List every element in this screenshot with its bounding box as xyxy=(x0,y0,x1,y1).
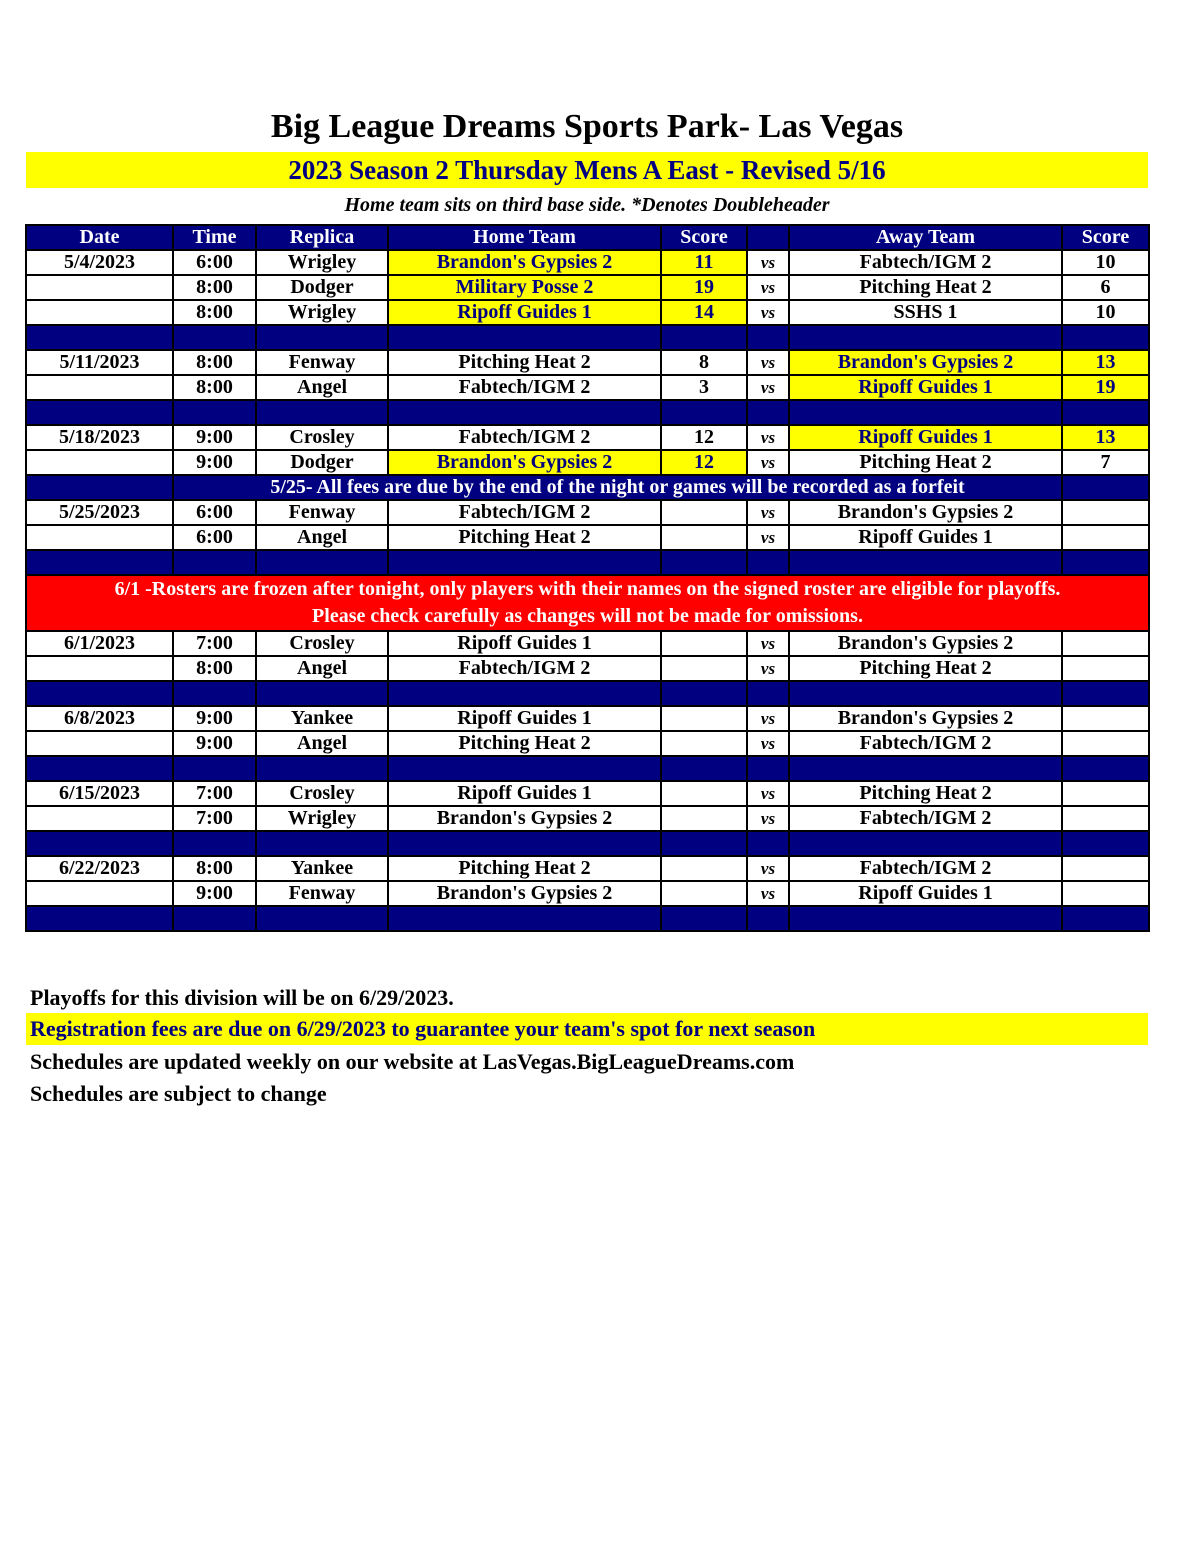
separator-cell xyxy=(256,550,388,575)
replica-cell: Fenway xyxy=(256,881,388,906)
away-score-cell xyxy=(1062,881,1149,906)
home-team-cell: Brandon's Gypsies 2 xyxy=(388,450,661,475)
separator-cell xyxy=(789,681,1062,706)
replica-cell: Dodger xyxy=(256,450,388,475)
home-score-cell: 12 xyxy=(661,425,747,450)
game-row xyxy=(26,275,1149,300)
time-cell: 7:00 xyxy=(173,781,256,806)
home-team-cell: Pitching Heat 2 xyxy=(388,525,661,550)
separator-cell xyxy=(789,831,1062,856)
date-cell: 5/4/2023 xyxy=(26,250,173,275)
separator-cell xyxy=(173,400,256,425)
away-team-cell: Pitching Heat 2 xyxy=(789,450,1062,475)
vs-label: vs xyxy=(747,250,789,275)
home-score-cell xyxy=(661,631,747,656)
separator-cell xyxy=(388,325,661,350)
replica-cell: Angel xyxy=(256,656,388,681)
separator-cell xyxy=(388,831,661,856)
separator-row xyxy=(26,831,1149,856)
away-team-cell: Pitching Heat 2 xyxy=(789,275,1062,300)
date-cell: 6/1/2023 xyxy=(26,631,173,656)
replica-cell: Angel xyxy=(256,731,388,756)
away-team-cell: Ripoff Guides 1 xyxy=(789,881,1062,906)
header-date: Date xyxy=(26,225,173,250)
website-note: Schedules are updated weekly on our website at LasVegas.BigLeagueDreams.com xyxy=(30,1049,795,1074)
date-cell xyxy=(26,300,173,325)
separator-cell xyxy=(1062,831,1149,856)
replica-cell: Dodger xyxy=(256,275,388,300)
separator-cell xyxy=(388,756,661,781)
vs-label: vs xyxy=(747,731,789,756)
away-team-cell: SSHS 1 xyxy=(789,300,1062,325)
date-cell: 6/22/2023 xyxy=(26,856,173,881)
game-row xyxy=(26,806,1149,831)
separator-cell xyxy=(26,831,173,856)
notice-row xyxy=(26,475,1149,500)
home-score-cell: 19 xyxy=(661,275,747,300)
game-row xyxy=(26,781,1149,806)
replica-cell: Fenway xyxy=(256,350,388,375)
date-cell: 5/18/2023 xyxy=(26,425,173,450)
time-cell: 8:00 xyxy=(173,350,256,375)
vs-label: vs xyxy=(747,631,789,656)
game-row xyxy=(26,856,1149,881)
separator-cell xyxy=(747,681,789,706)
separator-cell xyxy=(1062,550,1149,575)
vs-label: vs xyxy=(747,500,789,525)
separator-cell xyxy=(173,756,256,781)
home-team-cell: Ripoff Guides 1 xyxy=(388,300,661,325)
separator-cell xyxy=(789,550,1062,575)
home-team-cell: Pitching Heat 2 xyxy=(388,731,661,756)
date-cell: 5/11/2023 xyxy=(26,350,173,375)
page-title: Big League Dreams Sports Park- Las Vegas xyxy=(270,108,904,145)
time-cell: 8:00 xyxy=(173,656,256,681)
game-row xyxy=(26,631,1149,656)
separator-cell xyxy=(173,550,256,575)
separator-cell xyxy=(789,400,1062,425)
replica-cell: Wrigley xyxy=(256,300,388,325)
away-team-cell: Fabtech/IGM 2 xyxy=(789,806,1062,831)
vs-label: vs xyxy=(747,425,789,450)
away-score-cell xyxy=(1062,631,1149,656)
game-row xyxy=(26,706,1149,731)
game-row xyxy=(26,300,1149,325)
game-row xyxy=(26,350,1149,375)
separator-row xyxy=(26,681,1149,706)
time-cell: 9:00 xyxy=(173,731,256,756)
separator-cell xyxy=(26,681,173,706)
home-score-cell: 3 xyxy=(661,375,747,400)
separator-row xyxy=(26,906,1149,931)
replica-cell: Fenway xyxy=(256,500,388,525)
header-time: Time xyxy=(173,225,256,250)
time-cell: 6:00 xyxy=(173,250,256,275)
away-team-cell: Brandon's Gypsies 2 xyxy=(789,706,1062,731)
game-row xyxy=(26,881,1149,906)
date-cell xyxy=(26,656,173,681)
away-team-cell: Brandon's Gypsies 2 xyxy=(789,631,1062,656)
alert-line: 6/1 -Rosters are frozen after tonight, only players with their names on the signed roster are eligible for playoffs. xyxy=(114,578,1061,600)
away-score-cell: 13 xyxy=(1062,350,1149,375)
separator-cell xyxy=(789,906,1062,931)
separator-cell xyxy=(661,906,747,931)
header-away-score: Score xyxy=(1062,225,1149,250)
separator-cell xyxy=(789,325,1062,350)
date-cell xyxy=(26,525,173,550)
vs-label: vs xyxy=(747,806,789,831)
away-score-cell xyxy=(1062,525,1149,550)
separator-cell xyxy=(388,681,661,706)
separator-row xyxy=(26,325,1149,350)
vs-label: vs xyxy=(747,881,789,906)
separator-cell xyxy=(256,906,388,931)
separator-row xyxy=(26,400,1149,425)
replica-cell: Yankee xyxy=(256,856,388,881)
away-score-cell: 7 xyxy=(1062,450,1149,475)
header-home-score: Score xyxy=(661,225,747,250)
home-score-cell xyxy=(661,881,747,906)
away-team-cell: Brandon's Gypsies 2 xyxy=(789,350,1062,375)
separator-cell xyxy=(256,756,388,781)
replica-cell: Angel xyxy=(256,525,388,550)
home-score-cell xyxy=(661,656,747,681)
home-score-cell: 14 xyxy=(661,300,747,325)
separator-cell xyxy=(661,681,747,706)
schedule-table xyxy=(25,224,1150,932)
game-row xyxy=(26,656,1149,681)
away-score-cell: 10 xyxy=(1062,250,1149,275)
away-team-cell: Fabtech/IGM 2 xyxy=(789,731,1062,756)
home-team-note: Home team sits on third base side. *Denotes Doubleheader xyxy=(344,194,830,216)
replica-cell: Angel xyxy=(256,375,388,400)
date-cell xyxy=(26,881,173,906)
vs-label: vs xyxy=(747,525,789,550)
separator-cell xyxy=(747,400,789,425)
date-cell: 6/8/2023 xyxy=(26,706,173,731)
home-score-cell: 8 xyxy=(661,350,747,375)
separator-cell xyxy=(26,906,173,931)
away-score-cell xyxy=(1062,806,1149,831)
notice-spacer xyxy=(1062,475,1149,500)
alert-row xyxy=(26,575,1149,631)
date-cell xyxy=(26,731,173,756)
home-team-cell: Ripoff Guides 1 xyxy=(388,631,661,656)
time-cell: 7:00 xyxy=(173,631,256,656)
replica-cell: Crosley xyxy=(256,781,388,806)
separator-cell xyxy=(1062,681,1149,706)
home-team-cell: Brandon's Gypsies 2 xyxy=(388,806,661,831)
date-cell: 6/15/2023 xyxy=(26,781,173,806)
date-cell: 5/25/2023 xyxy=(26,500,173,525)
home-team-cell: Ripoff Guides 1 xyxy=(388,706,661,731)
away-score-cell xyxy=(1062,706,1149,731)
subject-note: Schedules are subject to change xyxy=(30,1081,327,1106)
away-team-cell: Pitching Heat 2 xyxy=(789,781,1062,806)
away-team-cell: Ripoff Guides 1 xyxy=(789,425,1062,450)
separator-cell xyxy=(1062,756,1149,781)
vs-label: vs xyxy=(747,275,789,300)
vs-label: vs xyxy=(747,375,789,400)
home-score-cell xyxy=(661,856,747,881)
header-away-team: Away Team xyxy=(789,225,1062,250)
home-score-cell xyxy=(661,781,747,806)
home-team-cell: Brandon's Gypsies 2 xyxy=(388,881,661,906)
replica-cell: Wrigley xyxy=(256,806,388,831)
vs-label: vs xyxy=(747,450,789,475)
separator-cell xyxy=(388,906,661,931)
game-row xyxy=(26,450,1149,475)
away-score-cell: 10 xyxy=(1062,300,1149,325)
away-team-cell: Fabtech/IGM 2 xyxy=(789,250,1062,275)
home-score-cell xyxy=(661,706,747,731)
home-team-cell: Ripoff Guides 1 xyxy=(388,781,661,806)
home-team-cell: Fabtech/IGM 2 xyxy=(388,425,661,450)
away-score-cell: 13 xyxy=(1062,425,1149,450)
home-team-cell: Brandon's Gypsies 2 xyxy=(388,250,661,275)
time-cell: 8:00 xyxy=(173,375,256,400)
vs-label: vs xyxy=(747,300,789,325)
time-cell: 8:00 xyxy=(173,275,256,300)
replica-cell: Crosley xyxy=(256,631,388,656)
playoffs-note: Playoffs for this division will be on 6/29/2023. xyxy=(30,985,454,1010)
separator-cell xyxy=(747,325,789,350)
game-row xyxy=(26,250,1149,275)
home-score-cell xyxy=(661,525,747,550)
replica-cell: Yankee xyxy=(256,706,388,731)
away-score-cell xyxy=(1062,781,1149,806)
alert-line: Please check carefully as changes will not be made for omissions. xyxy=(312,605,863,627)
vs-label: vs xyxy=(747,706,789,731)
home-team-cell: Pitching Heat 2 xyxy=(388,350,661,375)
away-score-cell xyxy=(1062,500,1149,525)
away-team-cell: Brandon's Gypsies 2 xyxy=(789,500,1062,525)
home-score-cell xyxy=(661,500,747,525)
separator-cell xyxy=(661,325,747,350)
separator-cell xyxy=(388,550,661,575)
time-cell: 8:00 xyxy=(173,300,256,325)
home-team-cell: Fabtech/IGM 2 xyxy=(388,500,661,525)
separator-cell xyxy=(747,756,789,781)
game-row xyxy=(26,525,1149,550)
header-vs xyxy=(747,225,789,250)
notice-spacer xyxy=(26,475,173,500)
vs-label: vs xyxy=(747,656,789,681)
away-team-cell: Pitching Heat 2 xyxy=(789,656,1062,681)
away-score-cell: 19 xyxy=(1062,375,1149,400)
separator-cell xyxy=(173,325,256,350)
header-home-team: Home Team xyxy=(388,225,661,250)
separator-row xyxy=(26,550,1149,575)
date-cell xyxy=(26,275,173,300)
separator-cell xyxy=(661,756,747,781)
time-cell: 7:00 xyxy=(173,806,256,831)
separator-cell xyxy=(256,325,388,350)
away-team-cell: Ripoff Guides 1 xyxy=(789,525,1062,550)
separator-cell xyxy=(747,550,789,575)
game-row xyxy=(26,375,1149,400)
separator-cell xyxy=(388,400,661,425)
date-cell xyxy=(26,806,173,831)
separator-cell xyxy=(173,906,256,931)
away-team-cell: Fabtech/IGM 2 xyxy=(789,856,1062,881)
separator-cell xyxy=(26,550,173,575)
time-cell: 9:00 xyxy=(173,881,256,906)
vs-label: vs xyxy=(747,350,789,375)
separator-cell xyxy=(747,906,789,931)
away-score-cell xyxy=(1062,656,1149,681)
home-team-cell: Pitching Heat 2 xyxy=(388,856,661,881)
separator-cell xyxy=(256,831,388,856)
home-team-cell: Military Posse 2 xyxy=(388,275,661,300)
time-cell: 9:00 xyxy=(173,450,256,475)
home-score-cell xyxy=(661,806,747,831)
separator-cell xyxy=(26,400,173,425)
away-score-cell xyxy=(1062,856,1149,881)
separator-cell xyxy=(661,400,747,425)
table-header xyxy=(26,225,1149,250)
date-cell xyxy=(26,375,173,400)
separator-row xyxy=(26,756,1149,781)
home-score-cell: 12 xyxy=(661,450,747,475)
separator-cell xyxy=(26,325,173,350)
home-score-cell: 11 xyxy=(661,250,747,275)
schedule-subtitle: 2023 Season 2 Thursday Mens A East - Revised 5/16 xyxy=(26,152,1148,188)
time-cell: 9:00 xyxy=(173,706,256,731)
vs-label: vs xyxy=(747,781,789,806)
home-team-cell: Fabtech/IGM 2 xyxy=(388,375,661,400)
roster-alert xyxy=(26,575,1149,631)
replica-cell: Wrigley xyxy=(256,250,388,275)
replica-cell: Crosley xyxy=(256,425,388,450)
separator-cell xyxy=(256,400,388,425)
away-score-cell xyxy=(1062,731,1149,756)
separator-cell xyxy=(789,756,1062,781)
game-row xyxy=(26,731,1149,756)
header-replica: Replica xyxy=(256,225,388,250)
away-team-cell: Ripoff Guides 1 xyxy=(789,375,1062,400)
separator-cell xyxy=(173,681,256,706)
separator-cell xyxy=(747,831,789,856)
fees-notice: 5/25- All fees are due by the end of the night or games will be recorded as a forfeit xyxy=(173,475,1062,500)
vs-label: vs xyxy=(747,856,789,881)
home-team-cell: Fabtech/IGM 2 xyxy=(388,656,661,681)
time-cell: 8:00 xyxy=(173,856,256,881)
separator-cell xyxy=(661,831,747,856)
time-cell: 6:00 xyxy=(173,500,256,525)
separator-cell xyxy=(661,550,747,575)
separator-cell xyxy=(26,756,173,781)
game-row xyxy=(26,425,1149,450)
separator-cell xyxy=(1062,906,1149,931)
home-score-cell xyxy=(661,731,747,756)
separator-cell xyxy=(1062,325,1149,350)
date-cell xyxy=(26,450,173,475)
registration-note: Registration fees are due on 6/29/2023 to guarantee your team's spot for next season xyxy=(26,1013,1148,1045)
game-row xyxy=(26,500,1149,525)
away-score-cell: 6 xyxy=(1062,275,1149,300)
separator-cell xyxy=(1062,400,1149,425)
time-cell: 6:00 xyxy=(173,525,256,550)
separator-cell xyxy=(173,831,256,856)
separator-cell xyxy=(256,681,388,706)
time-cell: 9:00 xyxy=(173,425,256,450)
